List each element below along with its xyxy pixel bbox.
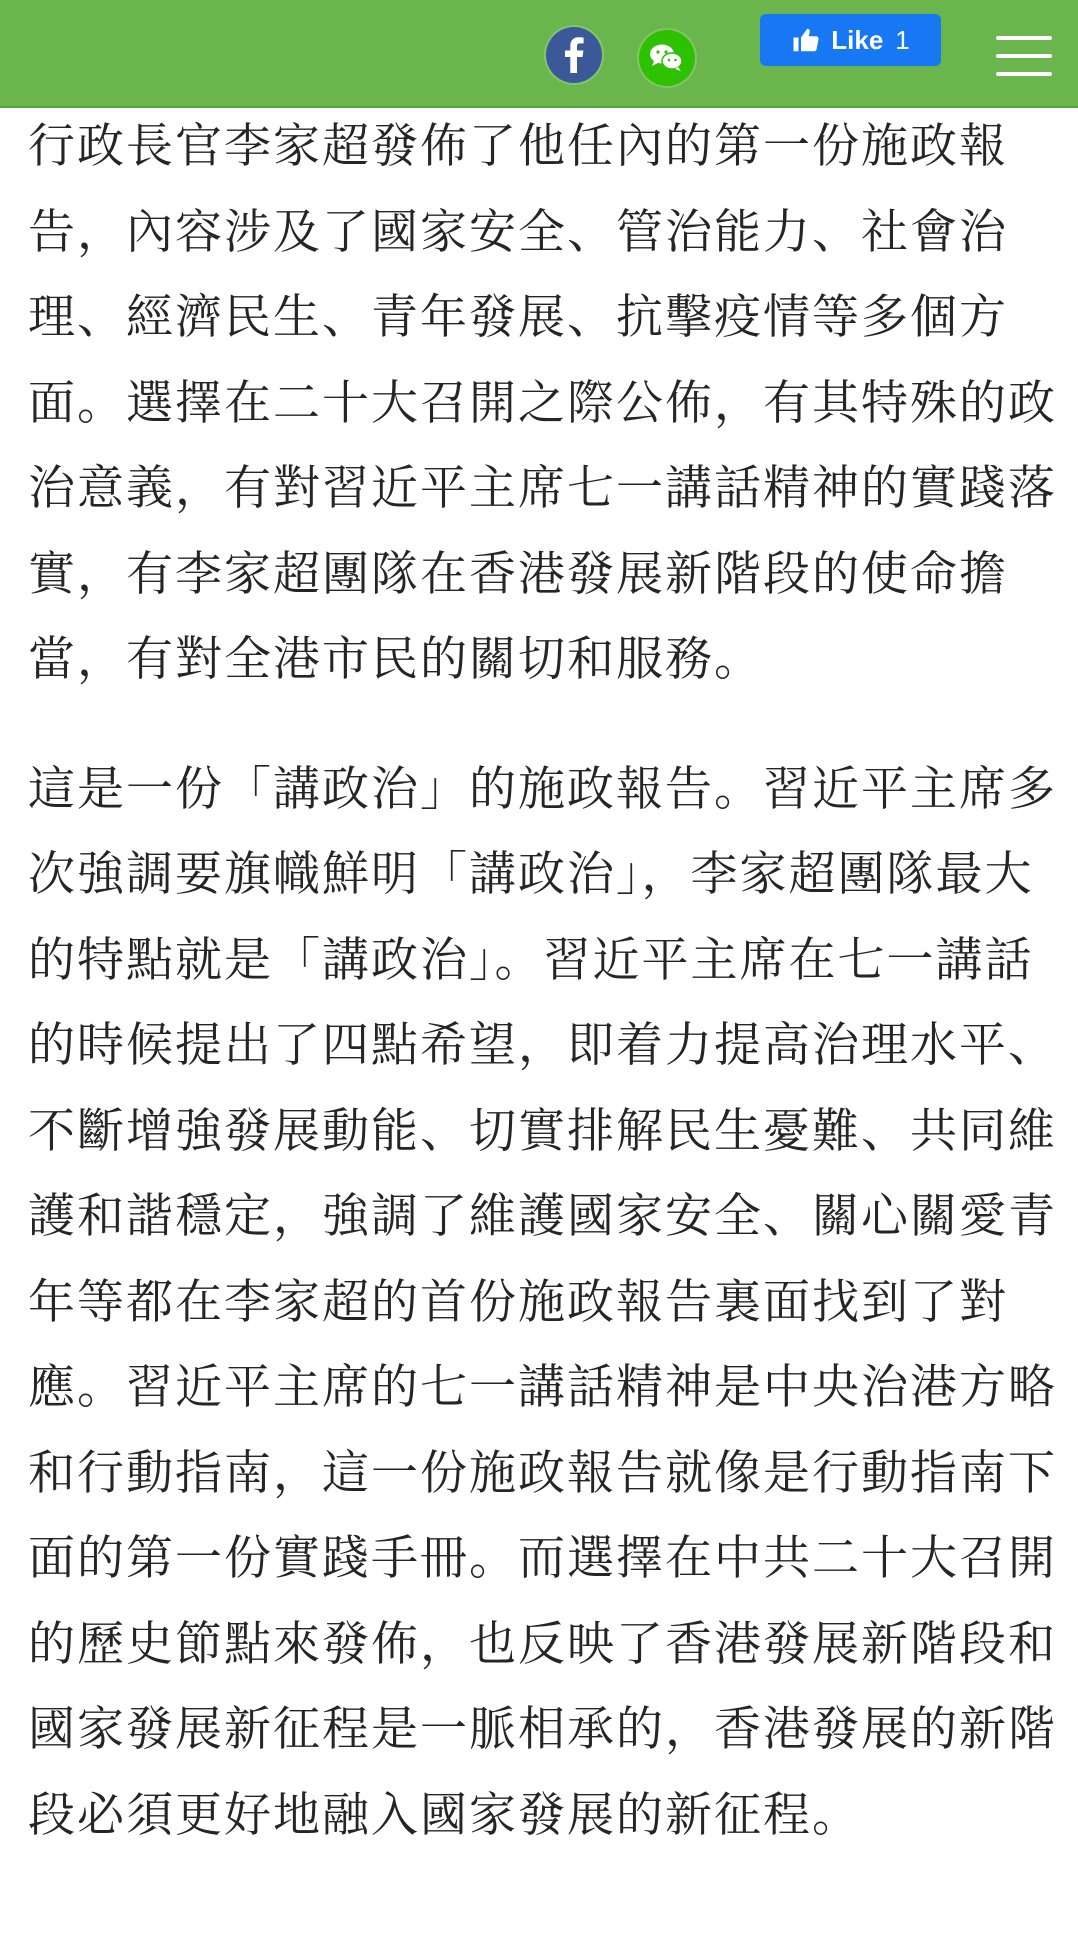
hamburger-menu-icon [996,36,1052,40]
menu-button[interactable] [996,36,1052,76]
wechat-icon [637,28,697,88]
facebook-like-button[interactable] [760,14,941,66]
thumbs-up-icon [791,25,821,55]
facebook-icon [544,25,604,85]
hamburger-menu-icon [996,54,1052,58]
article-paragraph: 這是一份「講政治」的施政報告。習近平主席多次強調要旗幟鮮明「講政治」，李家超團隊最大的特點就是「講政治」。習近平主席在七一講話的時候提出了四點希望，即着力提高治理水平、不斷增強發展動能、切實排解民生憂難、共同維護和諧穩定，強調了維護國家安全、關心關愛青年等都在李家超的首份施政報告裏面找到了對應。習近平主席的七一講話精神是中央治港方略和行動指南，這一份施政報告就像是行動指南下面的第一份實踐手冊。而選擇在中共二十大召開的歷史節點來發佈，也反映了香港發展新階段和國家發展新征程是一脈相承的，香港發展的新階段必須更好地融入國家發展的新征程。 [28,761,1057,1843]
wechat-share-button[interactable] [637,28,697,88]
article-paragraph: 行政長官李家超發佈了他任內的第一份施政報告，內容涉及了國家安全、管治能力、社會治理、經濟民生、青年發展、抗擊疫情等多個方面。選擇在二十大召開之際公佈，有其特殊的政治意義，有對習近平主席七一講話精神的實踐落實，有李家超團隊在香港發展新階段的使命擔當，有對全港市民的關切和服務。 [28,119,1057,687]
article-body [28,104,1058,1902]
like-count: 1 [895,24,910,55]
facebook-share-button[interactable] [544,25,604,85]
like-label: Like [831,24,884,55]
hamburger-menu-icon [996,72,1052,76]
top-bar [0,0,1078,108]
